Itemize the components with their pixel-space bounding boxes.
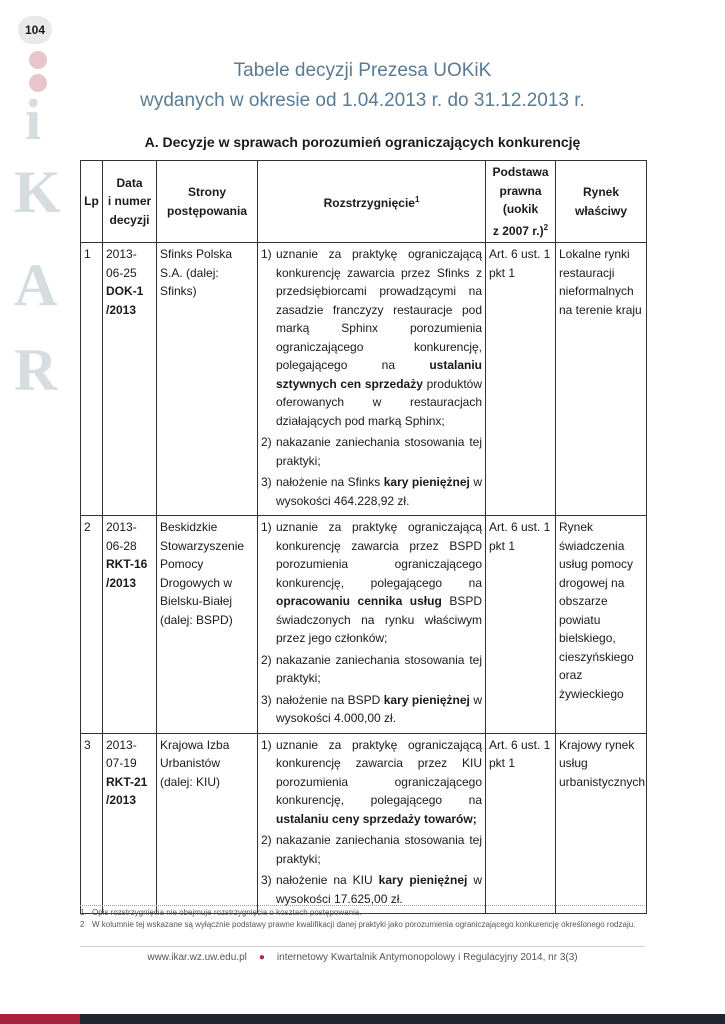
section-heading: A. Decyzje w sprawach porozumień ograniczających konkurencję	[144, 134, 581, 150]
logo-letter-k: K	[14, 159, 61, 225]
table-row	[81, 516, 647, 734]
logo-letter-i: i	[25, 87, 42, 152]
cell-parties: Krajowa Izba Urbanistów (dalej: KIU)	[157, 733, 258, 914]
resolution-item: 2) nakazanie zaniechania stosowania tej praktyki;	[261, 652, 482, 685]
cell-resolution	[258, 516, 486, 734]
cell-lp: 3	[81, 733, 103, 914]
page-title-line1: Tabele decyzji Prezesa UOKiK	[233, 60, 492, 81]
cell-legal-basis: Art. 6 ust. 1 pkt 1	[486, 243, 556, 516]
resolution-item: 3) nałożenie na Sfinks kary pieniężnej w wysokości 464.228,92 zł.	[261, 475, 482, 508]
footnote-2: 2 W kolumnie tej wskazane są wyłącznie podstawy prawne kwalifikacji danej praktyki jako porozumienia ograniczającego konkurencję określonego rodzaju.	[80, 920, 636, 929]
footer-divider	[80, 946, 645, 947]
cell-resolution	[258, 733, 486, 914]
logo-letter-r: R	[14, 337, 58, 403]
header-lp: Lp	[81, 161, 103, 243]
footnote-1: 1 Opis rozstrzygnięcia nie obejmuje rozstrzygnięcia o kosztach postępowania.	[80, 908, 362, 917]
cell-market: Rynek świadczenia usług pomocy drogowej na obszarze powiatu bielskiego, cieszyńskiego oraz żywieckiego	[556, 516, 647, 734]
bottom-bar	[80, 1014, 725, 1024]
footer-bullet-icon: ●	[258, 952, 265, 963]
cell-date: 2013-06-25 DOK-1 /2013	[103, 243, 157, 516]
cell-market: Krajowy rynek usług urbanistycznych	[556, 733, 647, 914]
decision-number: RKT-21 /2013	[106, 774, 148, 807]
table-header-row	[81, 161, 647, 243]
side-logo	[0, 46, 78, 416]
header-resolution: Rozstrzygnięcie$^1$	[258, 161, 486, 243]
footer-url[interactable]: www.ikar.wz.uw.edu.pl	[147, 952, 247, 963]
bottom-bar-accent	[0, 1014, 80, 1024]
cell-market: Lokalne rynki restauracji nieformalnych na terenie kraju	[556, 243, 647, 516]
table-row	[81, 243, 647, 516]
page-number: 104	[18, 16, 52, 44]
page-footer	[80, 952, 645, 963]
cell-date: 2013-07-19 RKT-21 /2013	[103, 733, 157, 914]
resolution-item: 3) nałożenie na BSPD kary pieniężnej w wysokości 4.000,00 zł.	[261, 692, 482, 725]
resolution-item: 1) uznanie za praktykę ograniczającą konkurencję zawarcia przez KIU porozumienia ograniczającego konkurencję, polegającego na ustalaniu ceny sprzedaży towarów;	[261, 737, 482, 826]
table-row	[81, 733, 647, 914]
cell-lp: 1	[81, 243, 103, 516]
logo-dot	[29, 51, 47, 69]
footer-journal: internetowy Kwartalnik Antymonopolowy i Regulacyjny 2014, nr 3(3)	[276, 952, 578, 963]
page-title-line2: wydanych w okresie od 1.04.2013 r. do 31.12.2013 r.	[140, 90, 585, 111]
cell-parties: Beskidzkie Stowarzyszenie Pomocy Drogowych w Bielsku-Białej (dalej: BSPD)	[157, 516, 258, 734]
decision-number: RKT-16 /2013	[106, 557, 148, 590]
decisions-table	[80, 160, 647, 914]
decision-number: DOK-1 /2013	[106, 284, 144, 317]
footnote-divider	[80, 905, 645, 906]
cell-resolution	[258, 243, 486, 516]
resolution-item: 2) nakazanie zaniechania stosowania tej praktyki;	[261, 435, 482, 468]
header-market: Rynek właściwy	[556, 161, 647, 243]
header-parties: Strony postępowania	[157, 161, 258, 243]
resolution-item: 2) nakazanie zaniechania stosowania tej praktyki;	[261, 833, 482, 866]
cell-lp: 2	[81, 516, 103, 734]
resolution-item: 1) uznanie za praktykę ograniczającą konkurencję zawarcia przez Sfinks z przedsiębiorcami prowadzącymi na zasadzie franczyzy restauracje pod marką Sphinx porozumienia ograniczającego konkurencję, polegającego na ustalaniu sztywnych cen sprzedaży produktów oferowanych w restauracjach działających pod marką Sphinx;	[261, 247, 483, 428]
cell-legal-basis: Art. 6 ust. 1 pkt 1	[486, 733, 556, 914]
header-date: Data i numer decyzji	[103, 161, 157, 243]
cell-date: 2013-06-28 RKT-16 /2013	[103, 516, 157, 734]
resolution-item: 3) nałożenie na KIU kary pieniężnej w wysokości 17.625,00 zł.	[261, 873, 483, 906]
cell-legal-basis: Art. 6 ust. 1 pkt 1	[486, 516, 556, 734]
resolution-item: 1) uznanie za praktykę ograniczającą konkurencję zawarcia przez BSPD porozumienia ograniczającego konkurencję, polegającego na opracowaniu cennika usług BSPD świadczonych na rynku właściwym przez jego członków;	[261, 520, 482, 645]
logo-letter-a: A	[14, 252, 58, 318]
cell-parties: Sfinks Polska S.A. (dalej: Sfinks)	[157, 243, 258, 516]
header-legal-basis: Podstawa prawna (uokik z 2007 r.)$^2$	[486, 161, 556, 243]
